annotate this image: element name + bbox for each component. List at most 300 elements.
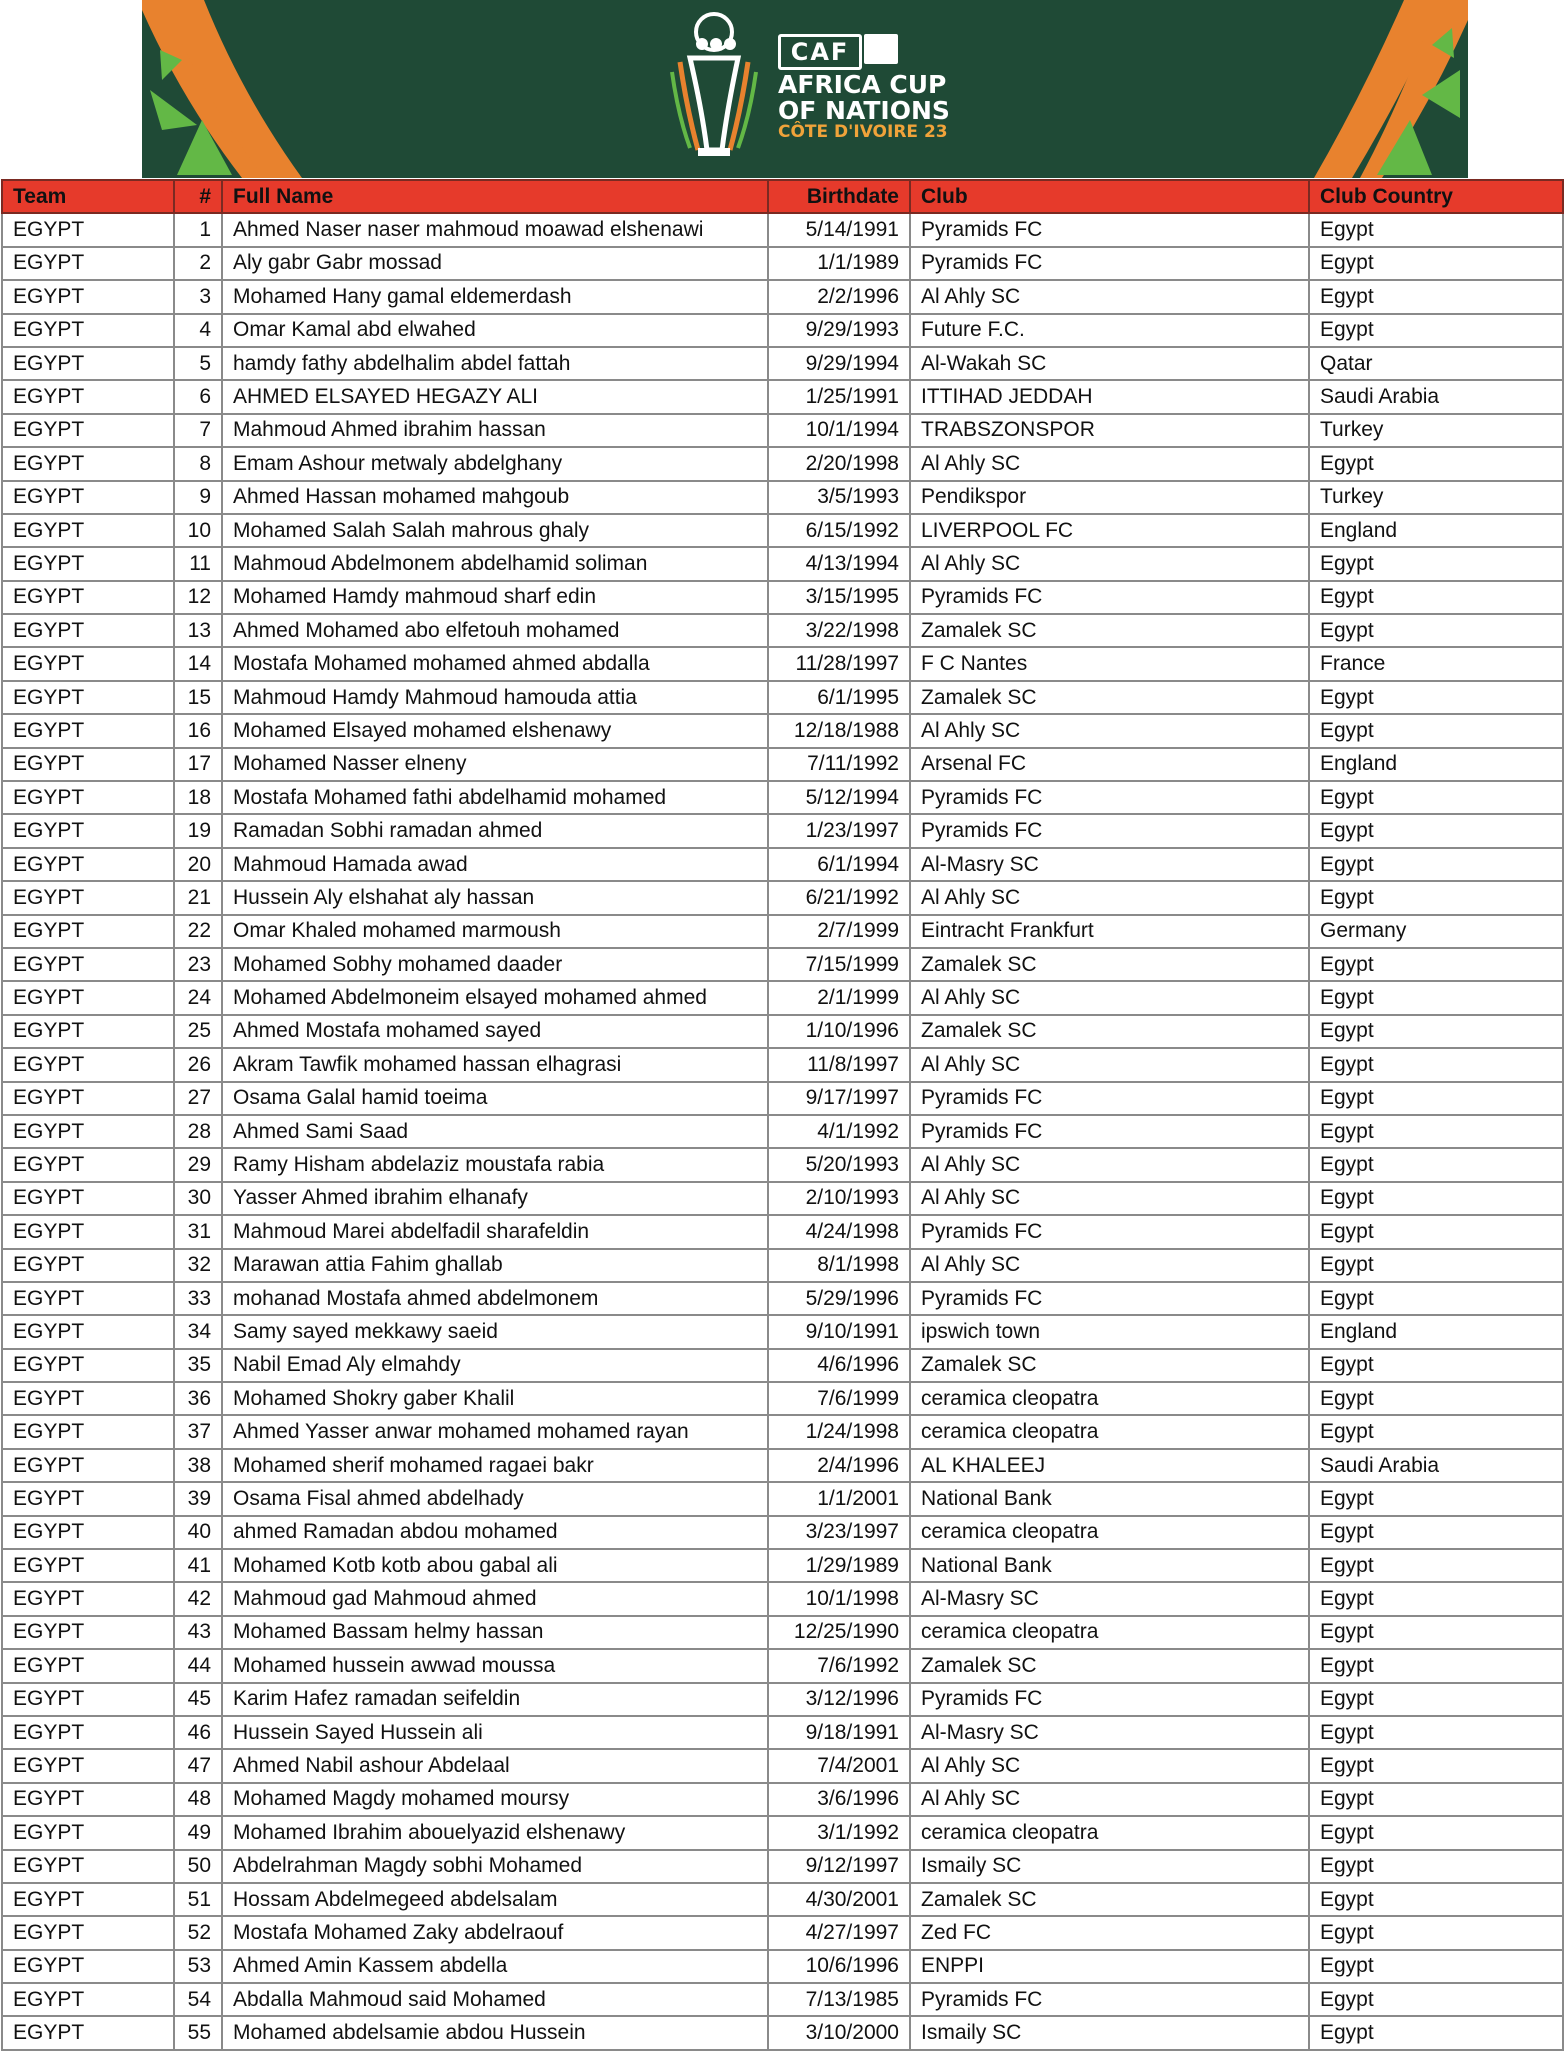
table-row <box>2 1482 1563 1515</box>
cell-club: Pyramids FC <box>910 581 1309 614</box>
table-row <box>2 414 1563 447</box>
cell-club-country: Egypt <box>1309 1182 1563 1215</box>
cell-team: EGYPT <box>2 1716 174 1749</box>
table-row <box>2 1749 1563 1782</box>
cell-birthdate: 1/1/1989 <box>768 247 910 280</box>
table-row <box>2 481 1563 514</box>
cell-birthdate: 4/1/1992 <box>768 1115 910 1148</box>
cell-club: Pyramids FC <box>910 1683 1309 1716</box>
cell-team: EGYPT <box>2 1249 174 1282</box>
cell-birthdate: 6/15/1992 <box>768 514 910 547</box>
cell-club-country: Egypt <box>1309 848 1563 881</box>
cell-club-country: Egypt <box>1309 247 1563 280</box>
cell-birthdate: 10/1/1994 <box>768 414 910 447</box>
table-row <box>2 681 1563 714</box>
cell-birthdate: 2/20/1998 <box>768 447 910 480</box>
cell-club: ceramica cleopatra <box>910 1616 1309 1649</box>
cell-club-country: Egypt <box>1309 948 1563 981</box>
cell-team: EGYPT <box>2 1916 174 1949</box>
cell-birthdate: 1/10/1996 <box>768 1015 910 1048</box>
cell-birthdate: 9/29/1994 <box>768 347 910 380</box>
cell-club-country: Egypt <box>1309 1983 1563 2016</box>
cell-team: EGYPT <box>2 1683 174 1716</box>
cell-team: EGYPT <box>2 748 174 781</box>
table-header-row <box>2 180 1563 213</box>
cell-number: 7 <box>174 414 222 447</box>
table-row <box>2 1249 1563 1282</box>
cell-full-name: mohanad Mostafa ahmed abdelmonem <box>222 1282 768 1315</box>
cell-birthdate: 6/1/1995 <box>768 681 910 714</box>
cell-club-country: Germany <box>1309 915 1563 948</box>
table-row <box>2 981 1563 1014</box>
cell-full-name: Nabil Emad Aly elmahdy <box>222 1349 768 1382</box>
cell-team: EGYPT <box>2 781 174 814</box>
cell-team: EGYPT <box>2 1048 174 1081</box>
cell-birthdate: 7/15/1999 <box>768 948 910 981</box>
cell-full-name: Mahmoud Hamada awad <box>222 848 768 881</box>
cell-full-name: Ahmed Sami Saad <box>222 1115 768 1148</box>
cell-team: EGYPT <box>2 1582 174 1615</box>
cell-team: EGYPT <box>2 1282 174 1315</box>
cell-full-name: Abdalla Mahmoud said Mohamed <box>222 1983 768 2016</box>
cell-club: ceramica cleopatra <box>910 1816 1309 1849</box>
cell-club-country: France <box>1309 647 1563 680</box>
cell-club: Al Ahly SC <box>910 447 1309 480</box>
table-row <box>2 881 1563 914</box>
cell-club: Pyramids FC <box>910 247 1309 280</box>
cell-birthdate: 3/5/1993 <box>768 481 910 514</box>
cell-full-name: Mahmoud Ahmed ibrahim hassan <box>222 414 768 447</box>
cell-number: 35 <box>174 1349 222 1382</box>
cell-club-country: Egypt <box>1309 1415 1563 1448</box>
cell-club-country: Egypt <box>1309 314 1563 347</box>
cell-team: EGYPT <box>2 1082 174 1115</box>
cell-full-name: Ahmed Mostafa mohamed sayed <box>222 1015 768 1048</box>
cell-birthdate: 10/6/1996 <box>768 1950 910 1983</box>
cell-full-name: Mohamed Kotb kotb abou gabal ali <box>222 1549 768 1582</box>
table-row <box>2 1716 1563 1749</box>
table-row <box>2 1516 1563 1549</box>
cell-birthdate: 12/25/1990 <box>768 1616 910 1649</box>
cell-team: EGYPT <box>2 1549 174 1582</box>
cell-club: TRABSZONSPOR <box>910 414 1309 447</box>
cell-number: 25 <box>174 1015 222 1048</box>
cell-club-country: Saudi Arabia <box>1309 380 1563 413</box>
cell-number: 26 <box>174 1048 222 1081</box>
cell-birthdate: 9/10/1991 <box>768 1315 910 1348</box>
cell-full-name: Mohamed Ibrahim abouelyazid elshenawy <box>222 1816 768 1849</box>
cell-number: 19 <box>174 814 222 847</box>
cell-number: 16 <box>174 714 222 747</box>
cell-number: 21 <box>174 881 222 914</box>
cell-birthdate: 1/1/2001 <box>768 1482 910 1515</box>
cell-team: EGYPT <box>2 547 174 580</box>
cell-club-country: England <box>1309 514 1563 547</box>
table-row <box>2 948 1563 981</box>
table-row <box>2 781 1563 814</box>
cell-full-name: Samy sayed mekkawy saeid <box>222 1315 768 1348</box>
cell-club-country: Saudi Arabia <box>1309 1449 1563 1482</box>
cell-club-country: Egypt <box>1309 1148 1563 1181</box>
cell-birthdate: 7/13/1985 <box>768 1983 910 2016</box>
cell-full-name: Hossam Abdelmegeed abdelsalam <box>222 1883 768 1916</box>
cell-club-country: Egypt <box>1309 1549 1563 1582</box>
table-row <box>2 1582 1563 1615</box>
cell-club-country: Egypt <box>1309 1916 1563 1949</box>
cell-club: F C Nantes <box>910 647 1309 680</box>
cell-club-country: Egypt <box>1309 1883 1563 1916</box>
table-row <box>2 1215 1563 1248</box>
cell-number: 52 <box>174 1916 222 1949</box>
cell-team: EGYPT <box>2 514 174 547</box>
cell-number: 33 <box>174 1282 222 1315</box>
cell-birthdate: 4/13/1994 <box>768 547 910 580</box>
table-row <box>2 280 1563 313</box>
cell-full-name: Omar Khaled mohamed marmoush <box>222 915 768 948</box>
cell-team: EGYPT <box>2 213 174 246</box>
table-row <box>2 1549 1563 1582</box>
cell-club-country: Egypt <box>1309 280 1563 313</box>
cell-team: EGYPT <box>2 1015 174 1048</box>
cell-team: EGYPT <box>2 1148 174 1181</box>
cell-number: 18 <box>174 781 222 814</box>
cell-team: EGYPT <box>2 414 174 447</box>
cell-birthdate: 7/11/1992 <box>768 748 910 781</box>
cell-full-name: Ahmed Yasser anwar mohamed mohamed rayan <box>222 1415 768 1448</box>
cell-birthdate: 7/4/2001 <box>768 1749 910 1782</box>
cell-club-country: Egypt <box>1309 1482 1563 1515</box>
table-row <box>2 1816 1563 1849</box>
cell-number: 49 <box>174 1816 222 1849</box>
cell-club-country: Egypt <box>1309 1616 1563 1649</box>
cell-birthdate: 3/6/1996 <box>768 1783 910 1816</box>
cell-full-name: AHMED ELSAYED HEGAZY ALI <box>222 380 768 413</box>
cell-birthdate: 2/1/1999 <box>768 981 910 1014</box>
table-row <box>2 1883 1563 1916</box>
cell-club-country: Egypt <box>1309 1816 1563 1849</box>
cell-team: EGYPT <box>2 614 174 647</box>
cell-full-name: Mohamed Salah Salah mahrous ghaly <box>222 514 768 547</box>
cell-team: EGYPT <box>2 848 174 881</box>
cell-birthdate: 10/1/1998 <box>768 1582 910 1615</box>
cell-club: Pendikspor <box>910 481 1309 514</box>
squad-table <box>1 179 1564 2051</box>
cell-club-country: Egypt <box>1309 1783 1563 1816</box>
cell-club-country: England <box>1309 1315 1563 1348</box>
cell-club: AL KHALEEJ <box>910 1449 1309 1482</box>
table-row <box>2 1983 1563 2016</box>
cell-number: 6 <box>174 380 222 413</box>
cell-birthdate: 3/22/1998 <box>768 614 910 647</box>
cell-number: 41 <box>174 1549 222 1582</box>
table-row <box>2 1449 1563 1482</box>
cell-team: EGYPT <box>2 1983 174 2016</box>
cell-club: Al Ahly SC <box>910 547 1309 580</box>
table-row <box>2 2016 1563 2049</box>
cell-team: EGYPT <box>2 981 174 1014</box>
cell-club-country: Egypt <box>1309 714 1563 747</box>
cell-club-country: Egypt <box>1309 1382 1563 1415</box>
cell-club: Ismaily SC <box>910 2016 1309 2049</box>
cell-team: EGYPT <box>2 1950 174 1983</box>
cell-team: EGYPT <box>2 1749 174 1782</box>
cell-club-country: Egypt <box>1309 213 1563 246</box>
banner-title-line3: CÔTE D'IVOIRE 23 <box>778 122 948 142</box>
cell-club-country: Egypt <box>1309 447 1563 480</box>
cell-club: Al-Masry SC <box>910 848 1309 881</box>
cell-birthdate: 4/24/1998 <box>768 1215 910 1248</box>
cell-full-name: Yasser Ahmed ibrahim elhanafy <box>222 1182 768 1215</box>
cell-full-name: Mostafa Mohamed fathi abdelhamid mohamed <box>222 781 768 814</box>
cell-full-name: Mostafa Mohamed Zaky abdelraouf <box>222 1916 768 1949</box>
cell-club-country: Egypt <box>1309 1850 1563 1883</box>
cell-number: 13 <box>174 614 222 647</box>
caf-logo: CAF <box>778 34 862 70</box>
cell-club: Al Ahly SC <box>910 714 1309 747</box>
table-row <box>2 915 1563 948</box>
cell-team: EGYPT <box>2 347 174 380</box>
cell-club: LIVERPOOL FC <box>910 514 1309 547</box>
cell-team: EGYPT <box>2 1215 174 1248</box>
cell-full-name: Mohamed sherif mohamed ragaei bakr <box>222 1449 768 1482</box>
cell-number: 28 <box>174 1115 222 1148</box>
cell-club: Al-Masry SC <box>910 1582 1309 1615</box>
cell-club-country: England <box>1309 748 1563 781</box>
cell-team: EGYPT <box>2 915 174 948</box>
cell-full-name: Mohamed Hamdy mahmoud sharf edin <box>222 581 768 614</box>
table-row <box>2 714 1563 747</box>
cell-full-name: Mohamed Magdy mohamed moursy <box>222 1783 768 1816</box>
cell-club: Al Ahly SC <box>910 1749 1309 1782</box>
table-row <box>2 1315 1563 1348</box>
cell-club-country: Egypt <box>1309 1516 1563 1549</box>
cell-full-name: Mohamed hussein awwad moussa <box>222 1649 768 1682</box>
cell-birthdate: 3/10/2000 <box>768 2016 910 2049</box>
cell-birthdate: 7/6/1992 <box>768 1649 910 1682</box>
cell-number: 50 <box>174 1850 222 1883</box>
cell-club: ceramica cleopatra <box>910 1382 1309 1415</box>
table-row <box>2 1148 1563 1181</box>
header-number: # <box>174 180 222 213</box>
table-row <box>2 1382 1563 1415</box>
cell-club: National Bank <box>910 1482 1309 1515</box>
cell-club: Zamalek SC <box>910 681 1309 714</box>
cell-team: EGYPT <box>2 881 174 914</box>
table-row <box>2 514 1563 547</box>
header-club-country: Club Country <box>1309 180 1563 213</box>
cell-club-country: Egypt <box>1309 781 1563 814</box>
cell-full-name: Ramy Hisham abdelaziz moustafa rabia <box>222 1148 768 1181</box>
table-row <box>2 1850 1563 1883</box>
cell-birthdate: 9/12/1997 <box>768 1850 910 1883</box>
cell-team: EGYPT <box>2 481 174 514</box>
cell-club-country: Egypt <box>1309 1716 1563 1749</box>
table-row <box>2 1649 1563 1682</box>
table-row <box>2 748 1563 781</box>
cell-birthdate: 5/20/1993 <box>768 1148 910 1181</box>
cell-club: Pyramids FC <box>910 781 1309 814</box>
cell-club: Pyramids FC <box>910 1983 1309 2016</box>
cell-birthdate: 9/17/1997 <box>768 1082 910 1115</box>
cell-birthdate: 5/12/1994 <box>768 781 910 814</box>
table-row <box>2 614 1563 647</box>
table-row <box>2 247 1563 280</box>
table-body <box>2 213 1563 2049</box>
table-row <box>2 1182 1563 1215</box>
sponsor-logo <box>864 34 898 64</box>
cell-full-name: Ahmed Amin Kassem abdella <box>222 1950 768 1983</box>
cell-birthdate: 3/1/1992 <box>768 1816 910 1849</box>
cell-number: 27 <box>174 1082 222 1115</box>
trophy-icon <box>672 14 756 156</box>
cell-full-name: ahmed Ramadan abdou mohamed <box>222 1516 768 1549</box>
cell-full-name: Mostafa Mohamed mohamed ahmed abdalla <box>222 647 768 680</box>
cell-full-name: Mahmoud Marei abdelfadil sharafeldin <box>222 1215 768 1248</box>
cell-full-name: Emam Ashour metwaly abdelghany <box>222 447 768 480</box>
cell-club-country: Egypt <box>1309 1215 1563 1248</box>
cell-club: Zamalek SC <box>910 1649 1309 1682</box>
cell-club: Zamalek SC <box>910 1883 1309 1916</box>
banner-title-line1: AFRICA CUP <box>778 70 947 99</box>
cell-team: EGYPT <box>2 1616 174 1649</box>
cell-number: 29 <box>174 1148 222 1181</box>
cell-birthdate: 6/21/1992 <box>768 881 910 914</box>
cell-club-country: Egypt <box>1309 581 1563 614</box>
table-row <box>2 1783 1563 1816</box>
cell-number: 40 <box>174 1516 222 1549</box>
cell-number: 39 <box>174 1482 222 1515</box>
cell-club-country: Egypt <box>1309 1115 1563 1148</box>
cell-club: Future F.C. <box>910 314 1309 347</box>
cell-full-name: Marawan attia Fahim ghallab <box>222 1249 768 1282</box>
cell-team: EGYPT <box>2 1883 174 1916</box>
cell-club-country: Egypt <box>1309 1048 1563 1081</box>
table-row <box>2 1950 1563 1983</box>
cell-birthdate: 1/23/1997 <box>768 814 910 847</box>
cell-full-name: hamdy fathy abdelhalim abdel fattah <box>222 347 768 380</box>
cell-team: EGYPT <box>2 1516 174 1549</box>
header-club: Club <box>910 180 1309 213</box>
table-row <box>2 1282 1563 1315</box>
cell-number: 23 <box>174 948 222 981</box>
cell-full-name: Aly gabr Gabr mossad <box>222 247 768 280</box>
cell-club: ENPPI <box>910 1950 1309 1983</box>
cell-number: 42 <box>174 1582 222 1615</box>
cell-club-country: Egypt <box>1309 1950 1563 1983</box>
cell-club: Eintracht Frankfurt <box>910 915 1309 948</box>
table-row <box>2 1415 1563 1448</box>
cell-team: EGYPT <box>2 1449 174 1482</box>
cell-number: 17 <box>174 748 222 781</box>
table-row <box>2 447 1563 480</box>
cell-club-country: Egypt <box>1309 681 1563 714</box>
cell-number: 5 <box>174 347 222 380</box>
cell-birthdate: 4/27/1997 <box>768 1916 910 1949</box>
cell-club: ceramica cleopatra <box>910 1415 1309 1448</box>
cell-club-country: Egypt <box>1309 1082 1563 1115</box>
cell-team: EGYPT <box>2 447 174 480</box>
cell-team: EGYPT <box>2 647 174 680</box>
cell-full-name: Mohamed abdelsamie abdou Hussein <box>222 2016 768 2049</box>
cell-club: Zamalek SC <box>910 614 1309 647</box>
cell-number: 1 <box>174 213 222 246</box>
cell-club: Al Ahly SC <box>910 280 1309 313</box>
cell-full-name: Mohamed Bassam helmy hassan <box>222 1616 768 1649</box>
cell-birthdate: 2/10/1993 <box>768 1182 910 1215</box>
cell-full-name: Hussein Aly elshahat aly hassan <box>222 881 768 914</box>
cell-number: 15 <box>174 681 222 714</box>
cell-club: Pyramids FC <box>910 1215 1309 1248</box>
cell-birthdate: 3/15/1995 <box>768 581 910 614</box>
cell-club-country: Egypt <box>1309 2016 1563 2049</box>
cell-number: 34 <box>174 1315 222 1348</box>
cell-club-country: Egypt <box>1309 1582 1563 1615</box>
cell-full-name: Ahmed Naser naser mahmoud moawad elshenawi <box>222 213 768 246</box>
cell-birthdate: 2/7/1999 <box>768 915 910 948</box>
table-row <box>2 1916 1563 1949</box>
cell-number: 36 <box>174 1382 222 1415</box>
cell-birthdate: 5/14/1991 <box>768 213 910 246</box>
cell-number: 38 <box>174 1449 222 1482</box>
cell-team: EGYPT <box>2 581 174 614</box>
cell-number: 10 <box>174 514 222 547</box>
cell-club-country: Egypt <box>1309 1649 1563 1682</box>
cell-team: EGYPT <box>2 1415 174 1448</box>
cell-full-name: Abdelrahman Magdy sobhi Mohamed <box>222 1850 768 1883</box>
cell-club: Pyramids FC <box>910 1082 1309 1115</box>
cell-club: Zamalek SC <box>910 1349 1309 1382</box>
cell-full-name: Ramadan Sobhi ramadan ahmed <box>222 814 768 847</box>
table-row <box>2 547 1563 580</box>
cell-number: 47 <box>174 1749 222 1782</box>
cell-full-name: Mohamed Elsayed mohamed elshenawy <box>222 714 768 747</box>
cell-full-name: Mohamed Sobhy mohamed daader <box>222 948 768 981</box>
cell-team: EGYPT <box>2 681 174 714</box>
cell-club-country: Egypt <box>1309 547 1563 580</box>
cell-number: 11 <box>174 547 222 580</box>
cell-club: ITTIHAD JEDDAH <box>910 380 1309 413</box>
cell-club-country: Egypt <box>1309 1683 1563 1716</box>
banner-title-line2: OF NATIONS <box>778 96 950 125</box>
cell-club: Pyramids FC <box>910 1115 1309 1148</box>
cell-full-name: Osama Fisal ahmed abdelhady <box>222 1482 768 1515</box>
cell-number: 31 <box>174 1215 222 1248</box>
cell-birthdate: 9/29/1993 <box>768 314 910 347</box>
cell-club: Al Ahly SC <box>910 1783 1309 1816</box>
cell-full-name: Ahmed Nabil ashour Abdelaal <box>222 1749 768 1782</box>
cell-full-name: Ahmed Hassan mohamed mahgoub <box>222 481 768 514</box>
cell-number: 45 <box>174 1683 222 1716</box>
cell-club-country: Egypt <box>1309 1282 1563 1315</box>
cell-club-country: Egypt <box>1309 981 1563 1014</box>
cell-full-name: Ahmed Mohamed abo elfetouh mohamed <box>222 614 768 647</box>
table-row <box>2 314 1563 347</box>
cell-full-name: Mahmoud Hamdy Mahmoud hamouda attia <box>222 681 768 714</box>
cell-number: 2 <box>174 247 222 280</box>
cell-team: EGYPT <box>2 2016 174 2049</box>
cell-team: EGYPT <box>2 1349 174 1382</box>
table-row <box>2 1015 1563 1048</box>
cell-birthdate: 5/29/1996 <box>768 1282 910 1315</box>
cell-number: 46 <box>174 1716 222 1749</box>
cell-team: EGYPT <box>2 1382 174 1415</box>
cell-birthdate: 2/2/1996 <box>768 280 910 313</box>
cell-club-country: Turkey <box>1309 414 1563 447</box>
cell-club-country: Egypt <box>1309 814 1563 847</box>
cell-number: 14 <box>174 647 222 680</box>
table-row <box>2 347 1563 380</box>
cell-club: ipswich town <box>910 1315 1309 1348</box>
